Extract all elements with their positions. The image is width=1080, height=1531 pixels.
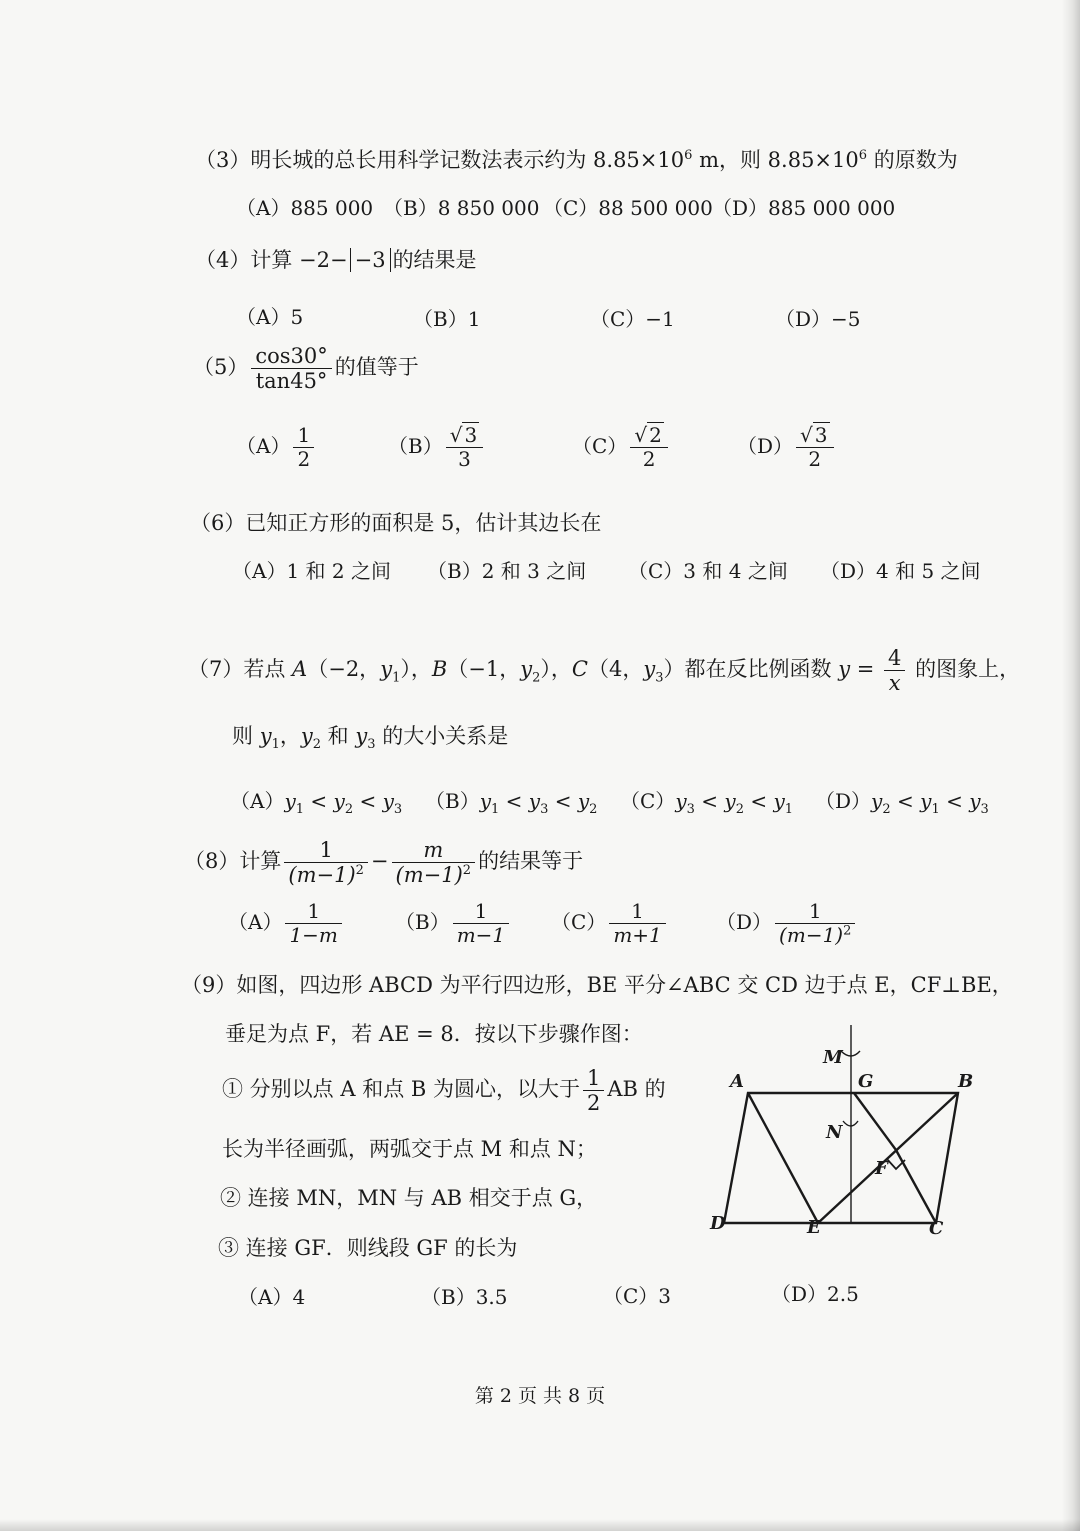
q9-step1-cont: 长为半径画弧，两弧交于点 M 和点 N； — [222, 1137, 597, 1161]
q3-option-d: （D）885 000 000 — [712, 196, 896, 220]
segment-be — [818, 1093, 958, 1223]
q4-option-b: （B）1 — [413, 307, 481, 331]
q8-option-a: （A） $\frac{1}{1-m}$ — [228, 900, 345, 947]
label-g: G — [858, 1071, 874, 1092]
q4-option-c: （C）−1 — [590, 307, 675, 331]
segment-cf — [896, 1150, 936, 1223]
q9-step3: ③ 连接 GF．则线段 GF 的长为 — [218, 1236, 518, 1260]
q5-option-d: （D） $\frac{√ 3}{2}$ — [737, 424, 837, 471]
segment-gf — [854, 1093, 896, 1150]
q9-option-d: （D）2.5 — [771, 1282, 859, 1306]
q4-option-d: （D）−5 — [775, 307, 861, 331]
q7-option-b: $(B)y_1 < y_3 < y_2$ — [425, 789, 598, 817]
q9-parallelogram-figure — [700, 1025, 1000, 1255]
q8-option-b: （B） $\frac{1}{m-1}$ — [395, 900, 512, 947]
scan-edge-shadow-right — [1062, 0, 1080, 1531]
q9-stem-line2: 垂足为点 F，若 AE = 8．按以下步骤作图： — [225, 1022, 643, 1046]
scan-edge-shadow-bottom — [0, 1519, 1080, 1531]
label-e: E — [807, 1217, 821, 1238]
q3-stem: （3）明长城的总长用科学记数法表示约为 $8.85\times 10^6$ m，则 $8.85\times 10^6$ 的原数为 — [195, 148, 958, 172]
q5-option-b: （B） $\frac{√ 3}{3}$ — [388, 424, 486, 471]
q6-stem: （6）已知正方形的面积是 5，估计其边长在 — [190, 511, 602, 535]
q7-stem: （7）若点 A（−2，$y_1$），B（−1，$y_2$），C（4，$y_3$）都在反比例函数 y = $\frac{4}{x}$ 的图象上， — [188, 646, 1021, 696]
label-n: N — [826, 1122, 843, 1143]
q9-step2: ② 连接 MN，MN 与 AB 相交于点 G， — [220, 1186, 598, 1210]
q9-option-b: （B）3.5 — [421, 1285, 508, 1309]
q8-option-c: （C） $\frac{1}{m+1}$ — [551, 900, 669, 947]
label-d: D — [710, 1213, 726, 1234]
q9-stem-line1: （9）如图，四边形 ABCD 为平行四边形，BE 平分∠ABC 交 CD 边于点 E，CF⊥BE， — [181, 973, 1013, 997]
q6-option-c: （C）3 和 4 之间 — [628, 559, 788, 583]
label-m: M — [823, 1047, 843, 1068]
q3-option-a: （A）885 000 — [236, 196, 374, 220]
label-b: B — [958, 1071, 974, 1092]
label-c: C — [929, 1218, 944, 1239]
q8-stem: （8）计算 $\frac{1}{(m-1)^2}$ − $\frac{m}{(m-1)^2}$ 的结果等于 — [184, 838, 584, 888]
label-a: A — [730, 1071, 744, 1092]
q6-option-a: （A）1 和 2 之间 — [232, 559, 391, 583]
label-f: F — [875, 1158, 888, 1179]
q9-option-c: （C）3 — [603, 1284, 672, 1308]
q8-option-d: （D） $\frac{1}{(m-1)^2}$ — [716, 900, 858, 947]
q7-stem-line2: 则 $y_1$，$y_2$ 和 $y_3$ 的大小关系是 — [232, 724, 509, 753]
q5-option-c: （C） $\frac{√ 2}{2}$ — [572, 424, 671, 471]
q5-option-a: （A） $\frac{1}{2}$ — [236, 424, 317, 471]
q7-option-a: $(A)y_1 < y_2 < y_3$ — [230, 789, 403, 817]
q3-option-b: （B）8 850 000 — [383, 196, 540, 220]
q4-option-a: （A）5 — [236, 305, 304, 329]
q7-option-d: $(D)y_2 < y_1 < y_3$ — [815, 789, 989, 817]
q5-stem: （5） $\frac{\cos 30^\circ}{\tan 45^\circ}$ 的值等于 — [193, 344, 419, 394]
page-footer: 第 2 页 共 8 页 — [474, 1385, 606, 1407]
q9-option-a: （A）4 — [238, 1285, 306, 1309]
q9-step1: ① 分别以点 A 和点 B 为圆心，以大于 $\frac{1}{2}$ AB 的 — [222, 1066, 666, 1116]
q3-option-c: （C）88 500 000 — [543, 196, 713, 220]
q4-stem: （4）计算 −2− −3 的结果是 — [195, 248, 477, 272]
q6-option-d: （D）4 和 5 之间 — [820, 559, 981, 583]
q6-option-b: （B）2 和 3 之间 — [427, 559, 587, 583]
segment-ae — [748, 1093, 818, 1223]
q7-option-c: $(C)y_3 < y_2 < y_1$ — [620, 789, 794, 817]
